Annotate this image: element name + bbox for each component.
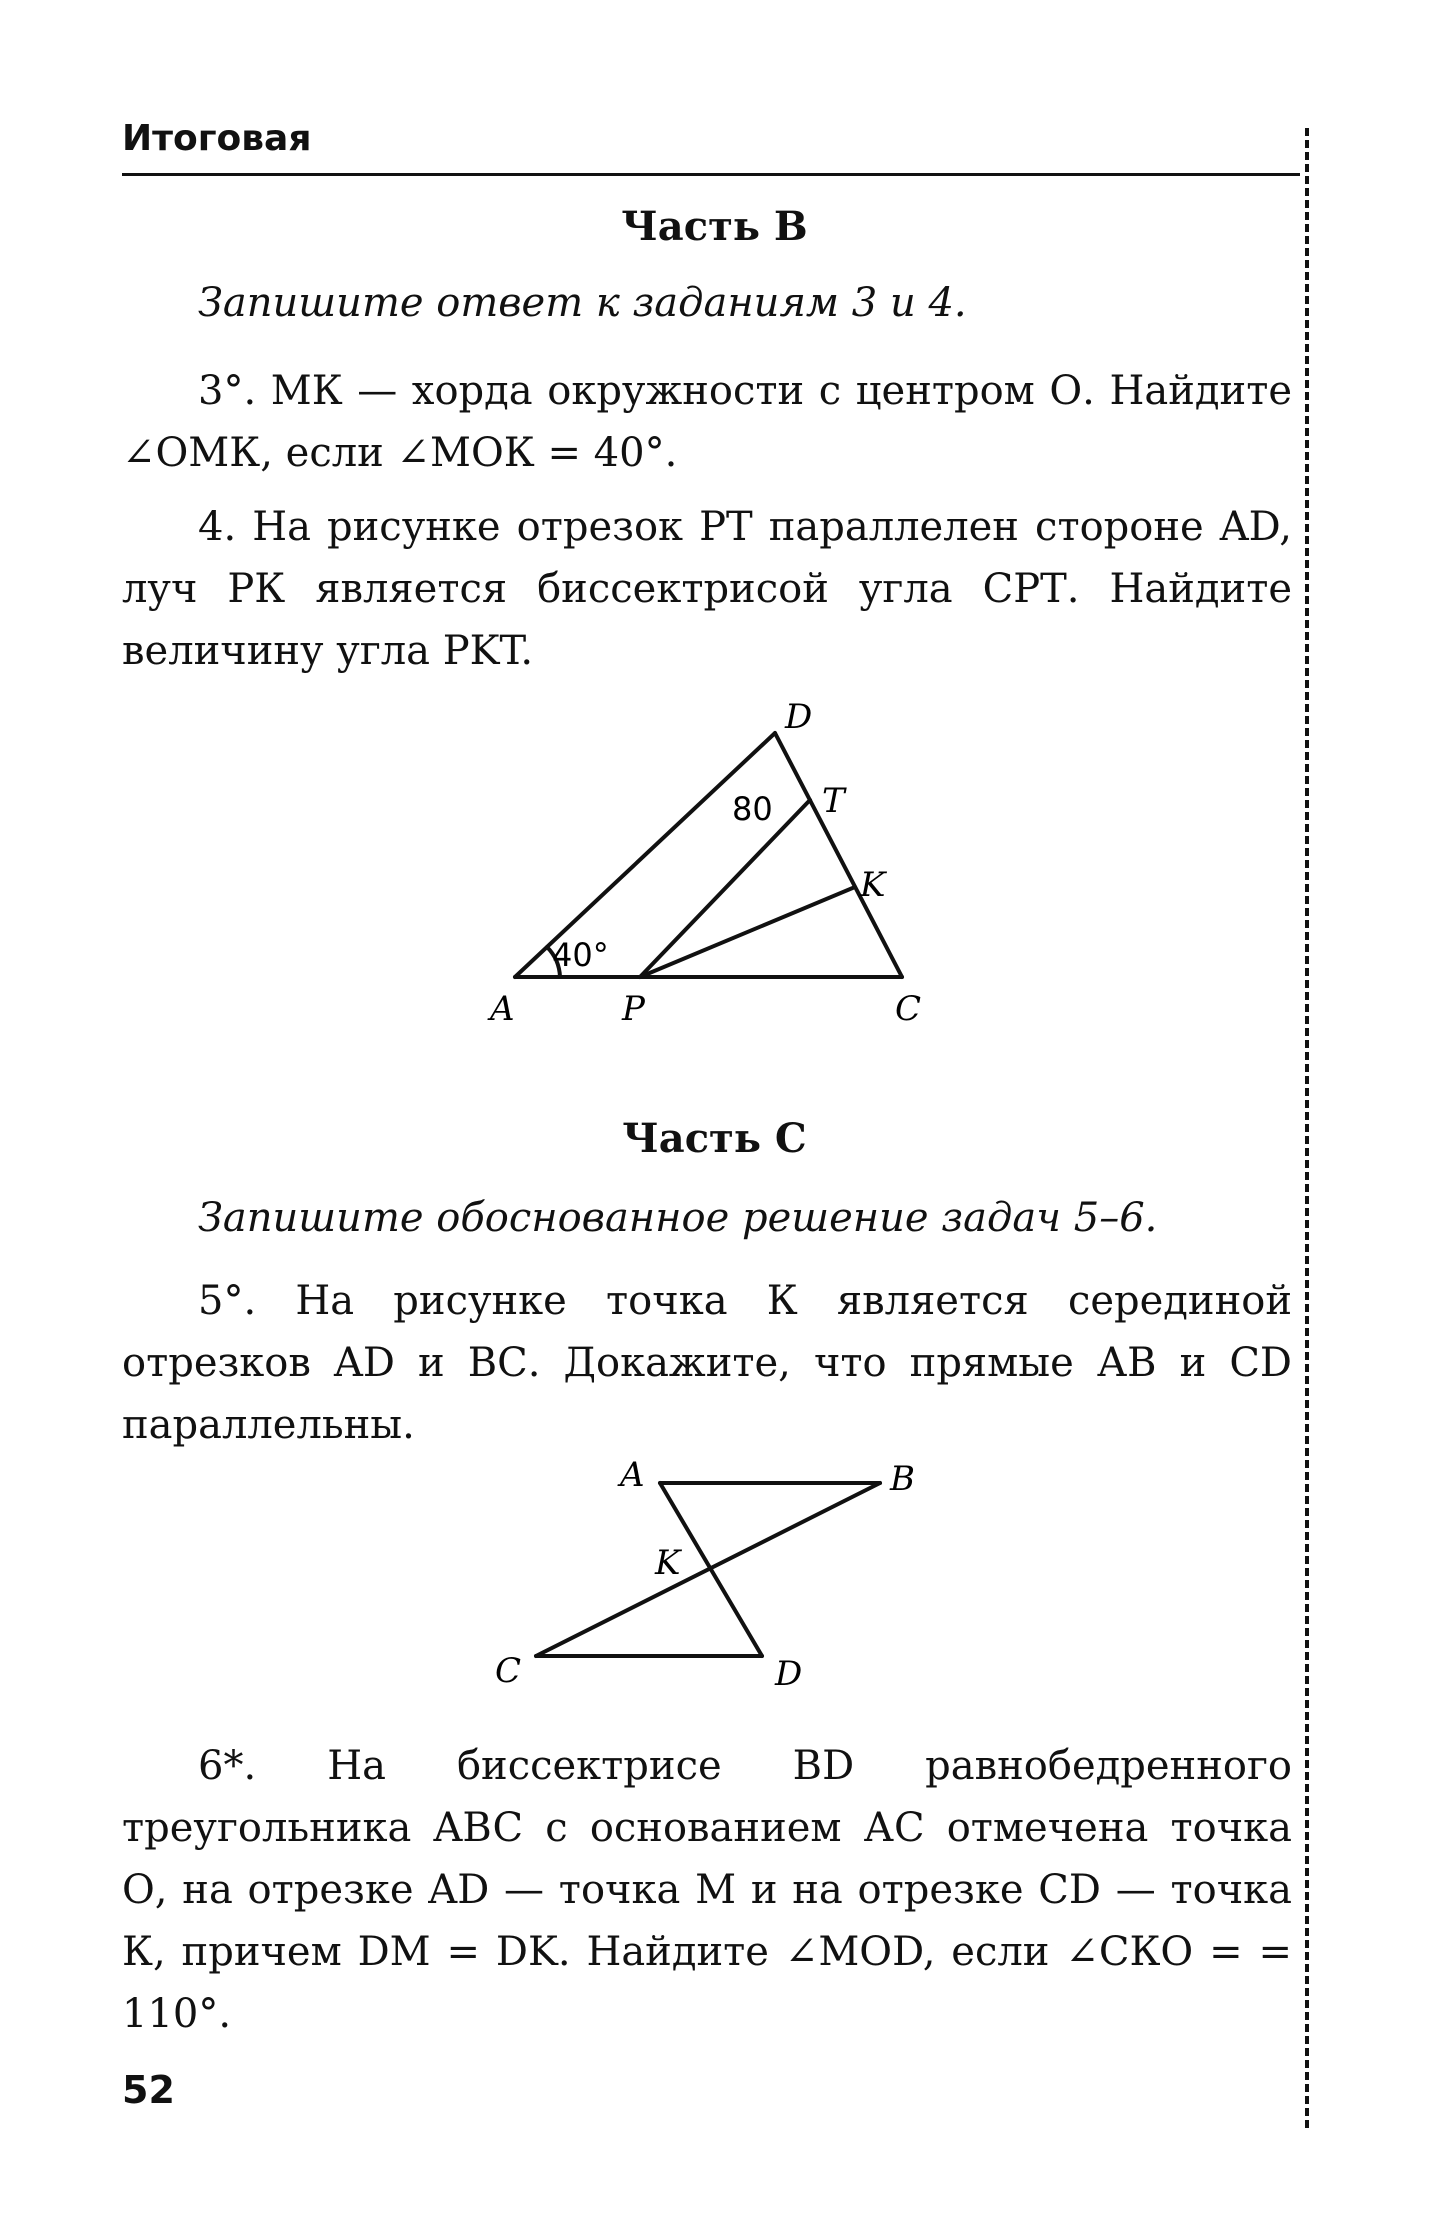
problem-3 <box>122 360 1292 484</box>
problem-5 <box>122 1270 1292 1456</box>
part-c-title: Часть С <box>622 1115 807 1162</box>
figure-problem-5 <box>470 1450 950 1700</box>
page-number: 52 <box>122 2068 175 2112</box>
problem-6 <box>122 1735 1292 2045</box>
label-d: D <box>785 700 813 737</box>
label-a-5: A <box>620 1455 645 1495</box>
problem-6-text: 6*. На биссектрисе BD равнобедренного треугольника ABC с основанием АС отмечена точка О, на отрезке AD — точка М и на отрезке CD — точка К, причем DM = DK. Найдите ∠MOD, если ∠СКО = = 110°. <box>122 1743 1292 2037</box>
label-d-5: D <box>775 1654 803 1694</box>
segment-pk <box>640 887 855 977</box>
label-c-5: C <box>495 1651 522 1691</box>
problem-4 <box>122 496 1292 682</box>
figure-problem-4 <box>470 700 950 1040</box>
label-p: P <box>622 989 645 1029</box>
label-t: T <box>822 781 845 821</box>
label-c: C <box>895 989 922 1029</box>
part-b-instruction: Запишите ответ к заданиям 3 и 4. <box>198 280 967 326</box>
problem-4-text: 4. На рисунке отрезок РТ параллелен стороне AD, луч РК является биссектрисой угла СРТ. Найдите величину угла PKT. <box>122 504 1292 674</box>
problem-5-text: 5°. На рисунке точка К является серединой отрезков AD и ВС. Докажите, что прямые АВ и CD параллельны. <box>122 1278 1292 1448</box>
label-k: K <box>860 865 886 905</box>
header-rule <box>122 173 1300 176</box>
label-k-5: K <box>655 1543 681 1583</box>
part-b-title: Часть В <box>621 203 808 250</box>
label-a: A <box>490 989 515 1029</box>
problem-3-text: 3°. МК — хорда окружности с центром О. Найдите ∠ОМК, если ∠МОК = 40°. <box>122 368 1292 476</box>
section-header: Итоговая <box>122 118 312 159</box>
angle-a-value: 40° <box>552 936 609 974</box>
part-c-instruction: Запишите обоснованное решение задач 5–6. <box>198 1195 1158 1241</box>
label-b-5: B <box>890 1459 915 1499</box>
segment-bc <box>536 1483 880 1656</box>
segment-pt <box>640 800 810 977</box>
angle-d-value: 80 <box>732 790 773 828</box>
segment-dc <box>775 733 902 977</box>
